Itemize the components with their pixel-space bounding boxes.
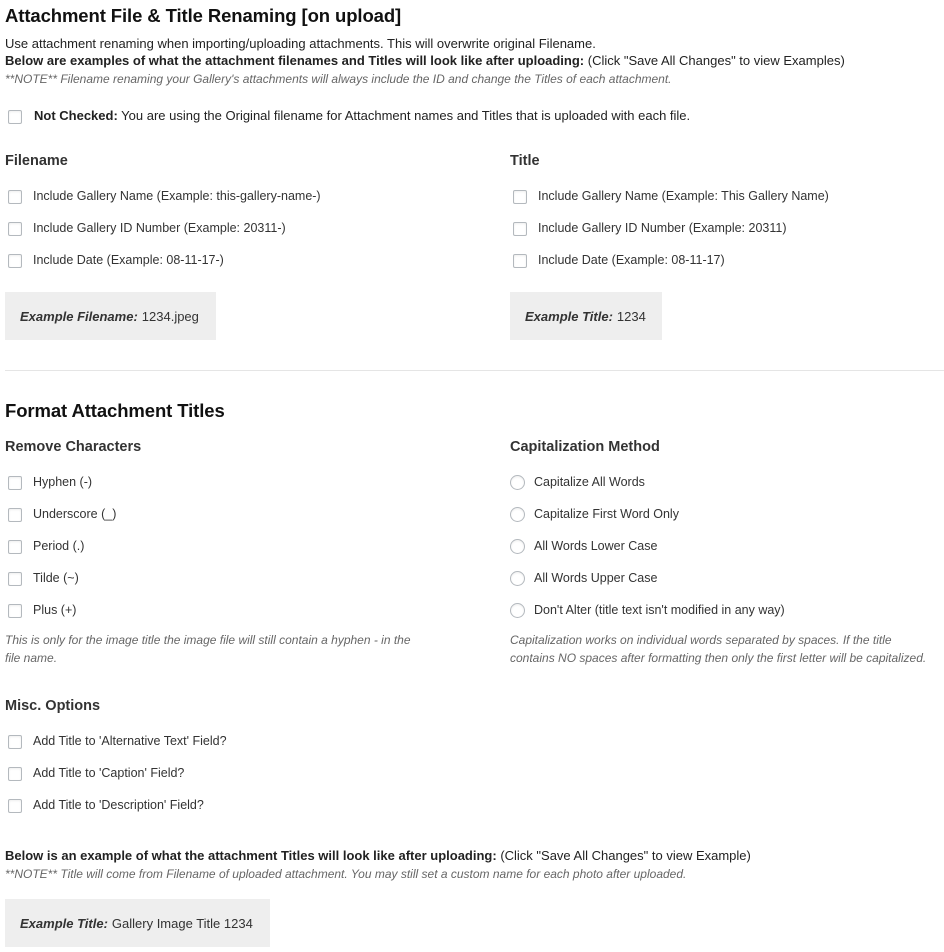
upper-case-label: All Words Upper Case: [534, 571, 658, 585]
final-example-title-value: Gallery Image Title 1234: [111, 915, 253, 931]
not-checked-checkbox[interactable]: [8, 110, 22, 124]
final-example-intro-bold: Below is an example of what the attachment Titles will look like after uploading:: [5, 848, 497, 863]
filename-heading: Filename: [5, 153, 68, 169]
remove-period-label: Period (.): [33, 539, 85, 553]
example-title-label: Example Title:: [525, 308, 613, 324]
add-title-alt-text-label: Add Title to 'Alternative Text' Field?: [33, 734, 227, 748]
capitalize-first-word-label: Capitalize First Word Only: [534, 507, 679, 521]
filename-include-date-checkbox[interactable]: [8, 254, 22, 268]
add-title-description-label: Add Title to 'Description' Field?: [33, 798, 204, 812]
remove-underscore-label: Underscore (_): [33, 507, 117, 521]
final-example-intro-rest: (Click "Save All Changes" to view Example): [496, 848, 751, 863]
not-checked-rest: You are using the Original filename for Attachment names and Titles that is uploaded with each file.: [117, 108, 691, 123]
remove-period-checkbox[interactable]: [8, 540, 22, 554]
final-example-note: **NOTE** Title will come from Filename of uploaded attachment. You may still set a custom name for each photo after uploaded.: [5, 867, 687, 881]
add-title-alt-text-checkbox[interactable]: [8, 735, 22, 749]
filename-include-date-label: Include Date (Example: 08-11-17-): [33, 253, 224, 267]
examples-intro-rest: (Click "Save All Changes" to view Examples): [584, 53, 845, 68]
capitalization-help-line-1: Capitalization works on individual words separated by spaces. If the title: [510, 633, 892, 647]
title-include-date-label: Include Date (Example: 08-11-17): [538, 253, 725, 267]
final-example-title-box: [5, 899, 270, 947]
title-include-gallery-name-checkbox[interactable]: [513, 190, 527, 204]
remove-hyphen-label: Hyphen (-): [33, 475, 93, 489]
title-include-gallery-id-label: Include Gallery ID Number (Example: 20311): [538, 221, 787, 235]
title-include-date-checkbox[interactable]: [513, 254, 527, 268]
remove-characters-help-line-2: file name.: [5, 651, 58, 665]
lower-case-label: All Words Lower Case: [534, 539, 658, 553]
remove-tilde-label: Tilde (~): [33, 571, 79, 585]
misc-options-heading: Misc. Options: [5, 698, 101, 714]
capitalize-first-word-radio[interactable]: [510, 507, 525, 522]
filename-include-gallery-id-checkbox[interactable]: [8, 222, 22, 236]
capitalization-heading: Capitalization Method: [510, 439, 660, 455]
lower-case-radio[interactable]: [510, 539, 525, 554]
title-include-gallery-name-label: Include Gallery Name (Example: This Gallery Name): [538, 189, 829, 203]
final-example-intro: [5, 847, 751, 865]
add-title-caption-label: Add Title to 'Caption' Field?: [33, 766, 185, 780]
title-include-gallery-id-checkbox[interactable]: [513, 222, 527, 236]
remove-characters-heading: Remove Characters: [5, 439, 142, 455]
example-title-box: [510, 292, 662, 340]
capitalization-help: [510, 631, 926, 667]
remove-plus-label: Plus (+): [33, 603, 77, 617]
capitalize-all-words-radio[interactable]: [510, 475, 525, 490]
remove-characters-help: [5, 631, 411, 667]
examples-intro-bold: Below are examples of what the attachment filenames and Titles will look like after uploading:: [5, 53, 585, 68]
renaming-description: Use attachment renaming when importing/uploading attachments. This will overwrite original Filename.: [5, 36, 596, 51]
remove-tilde-checkbox[interactable]: [8, 572, 22, 586]
final-example-title-label: Example Title:: [20, 915, 108, 931]
add-title-caption-checkbox[interactable]: [8, 767, 22, 781]
dont-alter-label: Don't Alter (title text isn't modified in any way): [534, 603, 785, 617]
section-title-format: Format Attachment Titles: [5, 400, 225, 421]
capitalization-help-line-2: contains NO spaces after formatting then only the first letter will be capitalized.: [510, 651, 927, 665]
title-heading: Title: [510, 153, 540, 169]
example-filename-label: Example Filename:: [20, 308, 138, 324]
example-title-value: 1234: [616, 308, 646, 324]
section-divider: [5, 370, 944, 371]
example-filename-value: 1234.jpeg: [141, 308, 199, 324]
example-filename-box: [5, 292, 216, 340]
capitalize-all-words-label: Capitalize All Words: [534, 475, 645, 489]
upper-case-radio[interactable]: [510, 571, 525, 586]
renaming-note: **NOTE** Filename renaming your Gallery's attachments will always include the ID and change the Titles of each attachment.: [5, 72, 672, 86]
not-checked-bold: Not Checked:: [34, 108, 118, 123]
remove-hyphen-checkbox[interactable]: [8, 476, 22, 490]
filename-include-gallery-name-label: Include Gallery Name (Example: this-gallery-name-): [33, 189, 321, 203]
filename-include-gallery-id-label: Include Gallery ID Number (Example: 20311-): [33, 221, 286, 235]
section-title-renaming: Attachment File & Title Renaming [on upload]: [5, 5, 402, 26]
remove-plus-checkbox[interactable]: [8, 604, 22, 618]
filename-include-gallery-name-checkbox[interactable]: [8, 190, 22, 204]
remove-characters-help-line-1: This is only for the image title the image file will still contain a hyphen - in the: [5, 633, 411, 647]
not-checked-text: [34, 107, 690, 125]
remove-underscore-checkbox[interactable]: [8, 508, 22, 522]
add-title-description-checkbox[interactable]: [8, 799, 22, 813]
dont-alter-radio[interactable]: [510, 603, 525, 618]
examples-intro: [5, 52, 845, 70]
